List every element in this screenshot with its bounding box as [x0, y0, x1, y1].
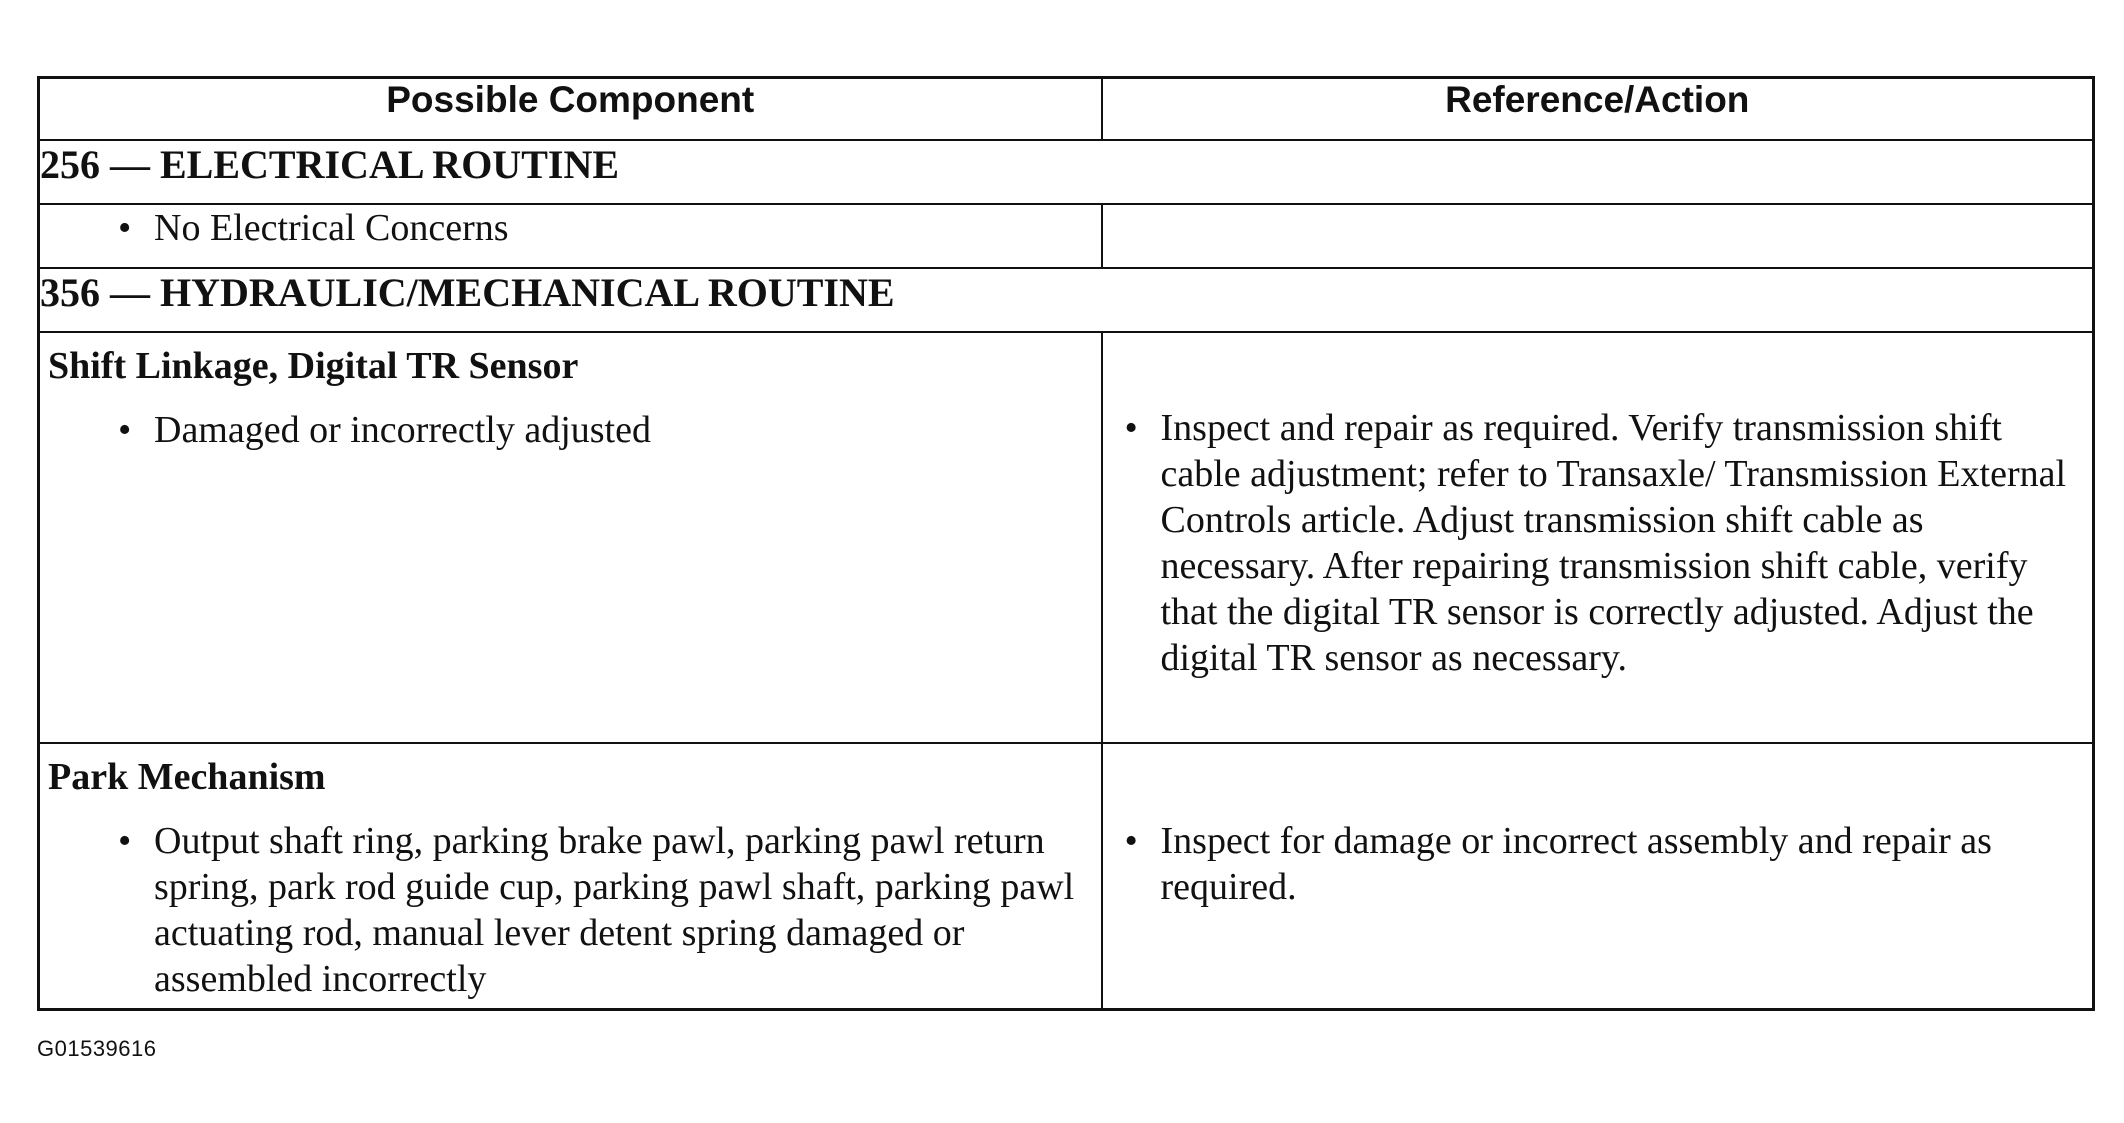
section-title-hydraulic: 356 — HYDRAULIC/MECHANICAL ROUTINE: [39, 268, 2094, 332]
diagnostic-table-wrapper: [37, 76, 2092, 1011]
section-row-hydraulic: [39, 268, 2094, 332]
bullet-icon: •: [1124, 820, 1138, 862]
table-row-no-electrical: [39, 204, 2094, 268]
group-title-shift-linkage: Shift Linkage, Digital TR Sensor: [48, 345, 579, 387]
component-cell-park-mechanism: [39, 743, 1102, 1010]
diagnostic-table: [37, 76, 2095, 1011]
section-row-electrical: [39, 140, 2094, 204]
list-item: [40, 389, 1101, 453]
action-cell-shift-linkage: [1102, 332, 2094, 743]
list-item: [40, 800, 1101, 1008]
figure-id-caption: G01539616: [37, 1036, 157, 1061]
list-item: [40, 205, 1101, 251]
header-possible-component: Possible Component: [39, 78, 1102, 141]
action-cell-park-mechanism: [1102, 743, 2094, 1010]
component-cell-no-electrical: [39, 204, 1102, 268]
component-text-shift-linkage: Damaged or incorrectly adjusted: [154, 409, 651, 451]
component-cell-shift-linkage: [39, 332, 1102, 743]
list-item: [1103, 333, 2093, 681]
action-text-park-mechanism: Inspect for damage or incorrect assembly and repair as required.: [1160, 820, 1992, 908]
action-text-shift-linkage: Inspect and repair as required. Verify transmission shift cable adjustment; refer to Transaxle/ Transmission External Controls article. Adjust transmission shift cable as necessary. After repairing transmission shift cable, verify that the digital TR sensor is correctly adjusted. Adjust the digital TR sensor as necessary.: [1160, 407, 2067, 679]
header-reference-action: Reference/Action: [1102, 78, 2094, 141]
bullet-icon: •: [118, 207, 132, 249]
list-item: [1103, 744, 2093, 910]
header-row: [39, 78, 2094, 141]
table-row-park-mechanism: [39, 743, 2094, 1010]
group-title-park-mechanism: Park Mechanism: [48, 756, 326, 798]
bullet-icon: •: [1124, 407, 1138, 449]
action-cell-no-electrical: [1102, 204, 2094, 268]
section-title-electrical: 256 — ELECTRICAL ROUTINE: [39, 140, 2094, 204]
bullet-icon: •: [118, 409, 132, 451]
table-row-shift-linkage: [39, 332, 2094, 743]
bullet-icon: •: [118, 820, 132, 862]
component-text-no-electrical: No Electrical Concerns: [154, 207, 509, 249]
component-text-park-mechanism: Output shaft ring, parking brake pawl, parking pawl return spring, park rod guide cup, parking pawl shaft, parking pawl actuating rod, manual lever detent spring damaged or assembled incorrectly: [154, 820, 1075, 1000]
